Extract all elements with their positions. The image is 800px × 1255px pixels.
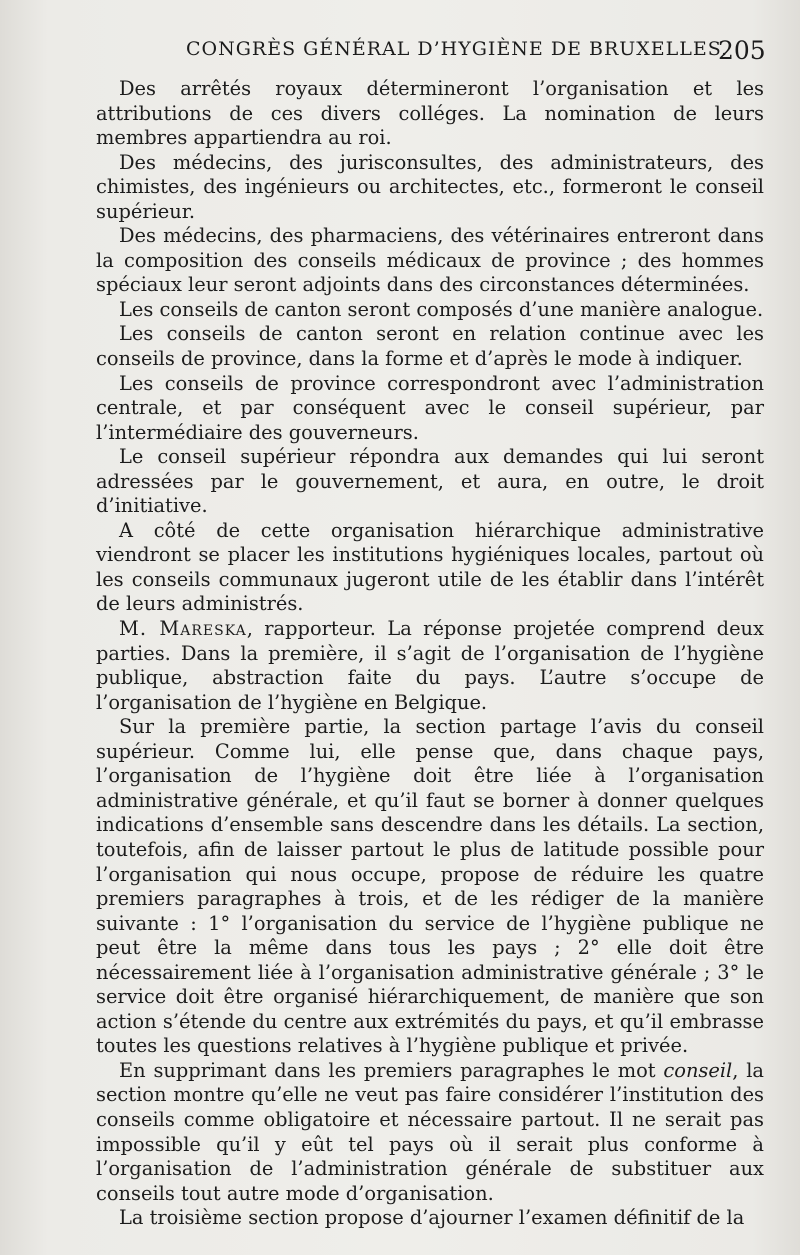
speaker-name: M. Mareska: [119, 617, 247, 641]
paragraph-rapporteur: [96, 617, 764, 715]
paragraph-provincial-councils: Des médecins, des pharmaciens, des vétérinaires entreront dans la composition des conseils médicaux de province ; des hommes spéciaux leur seront adjoints dans des circonstances déterminées.: [96, 224, 764, 297]
paragraph-canton-relations: Les conseils de canton seront en relation continue avec les conseils de province, dans la forme et d’après le mode à indiquer.: [96, 322, 764, 371]
paragraph-superior-council: Des médecins, des jurisconsultes, des administrateurs, des chimistes, des ingénieurs ou architectes, etc., formeront le conseil supérieur.: [96, 150, 764, 223]
page-number: 205: [718, 36, 766, 65]
rapporteur-text: , rapporteur. La réponse projetée comprend deux parties. Dans la première, il s’agit de l’organisation de l’hygiène publique, abstraction faite du pays. L’autre s’occupe de l’organisation de l’hygiène en Belgique.: [96, 617, 764, 714]
paragraph-initiative: Le conseil supérieur répondra aux demandes qui lui seront adressées par le gouvernement, et aura, en outre, le droit d’initiative.: [96, 445, 764, 518]
suppression-text-a: En supprimant dans les premiers paragraphes le mot: [119, 1058, 664, 1082]
paragraph-canton-councils: Les conseils de canton seront composés d’une manière analogue.: [119, 297, 764, 321]
italic-word: conseil: [663, 1058, 733, 1082]
running-head: CONGRÈS GÉNÉRAL D’HYGIÈNE DE BRUXELLES.: [186, 38, 729, 60]
paragraph-province-correspondence: Les conseils de province correspondront avec l’administration centrale, et par conséquent avec le conseil supérieur, par l’intermédiaire des gouverneurs.: [96, 371, 764, 444]
page-body: [96, 77, 764, 1231]
paragraph-suppression: [96, 1059, 764, 1206]
paragraph-royal-decrees: Des arrêtés royaux détermineront l’organisation et les attributions de ces divers colléges. La nomination de leurs membres appartiendra au roi.: [96, 77, 764, 150]
page-header: [0, 36, 800, 70]
paragraph-third-section: La troisième section propose d’ajourner l’examen définitif de la: [119, 1206, 745, 1230]
paragraph-first-part: Sur la première partie, la section partage l’avis du conseil supérieur. Comme lui, elle pense que, dans chaque pays, l’organisation de l’hygiène doit être liée à l’organisation administrative générale, et qu’il faut se borner à donner quelques indications d’ensemble sans descendre dans les détails. La section, toutefois, afin de laisser partout le plus de latitude possible pour l’organisation qui nous occupe, propose de réduire les quatre premiers paragraphes à trois, et de les rédiger de la manière suivante : 1° l’organisation du service de l’hygiène publique ne peut être la même dans tous les pays ; 2° elle doit être nécessairement liée à l’organisation administrative générale ; 3° le service doit être organisé hiérarchiquement, de manière que son action s’étende du centre aux extrémités du pays, et qu’il embrasse toutes les questions relatives à l’hygiène publique et privée.: [96, 715, 764, 1058]
suppression-text-b: , la section montre qu’elle ne veut pas faire considérer l’institution des conseils comme obligatoire et nécessaire partout. Il ne serait pas impossible qu’il y eût tel pays où il serait plus conforme à l’organisation de l’administration générale de substituer aux conseils tout autre mode d’organisation.: [96, 1058, 764, 1205]
paragraph-local-institutions: A côté de cette organisation hiérarchique administrative viendront se placer les institutions hygiéniques locales, partout où les conseils communaux jugeront utile de les établir dans l’intérêt de leurs administrés.: [96, 518, 764, 616]
